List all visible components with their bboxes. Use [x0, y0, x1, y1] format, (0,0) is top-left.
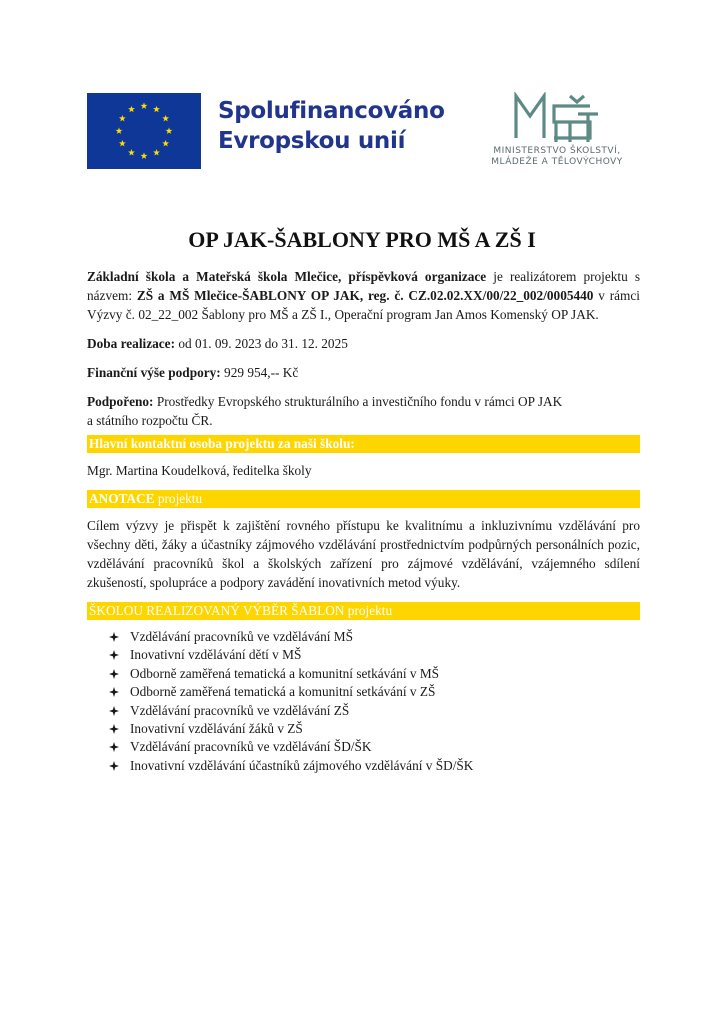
- anotace-heading-rest: projektu: [154, 491, 203, 506]
- eu-stars-icon: [87, 93, 201, 169]
- anotace-heading-bold: ANOTACE: [89, 491, 155, 506]
- sablony-heading-text: ŠKOLOU REALIZOVANÝ VÝBĚR ŠABLON projektu: [89, 603, 393, 618]
- financni-label: Finanční výše podpory:: [87, 365, 221, 380]
- anotace-text: Cílem výzvy je přispět k zajištění rovného přístupu ke kvalitnímu a inkluzivnímu vzdělávání pro všechny děti, žáky a účastníky zájmového vzdělávání prostřednictvím podpůrných personálních pozic, vzdělávání pracovníků škol a školských zařízení pro zájmové vzdělávání, vzájemného sdílení zkušeností, spolupráce a podpory zavádění inovativních metod výuky.: [87, 518, 640, 590]
- eu-star-icon: [119, 115, 126, 122]
- msmt-line-1: MINISTERSTVO ŠKOLSTVÍ,: [493, 146, 621, 156]
- podporeno-label: Podpořeno:: [87, 394, 154, 409]
- diamond-bullet-icon: [109, 706, 119, 716]
- doba-label: Doba realizace:: [87, 336, 176, 351]
- intro-text-1: je realizátorem projektu s názvem:: [87, 269, 640, 303]
- podporeno-line-1: Prostředky Evropského strukturálního a investičního fondu v rámci OP JAK: [153, 394, 563, 409]
- kontakt-heading: [87, 435, 640, 453]
- diamond-bullet-icon: [109, 724, 119, 734]
- list-item-text: Vzdělávání pracovníků ve vzdělávání ŠD/ŠK: [130, 739, 372, 755]
- list-item-text: Vzdělávání pracovníků ve vzdělávání ZŠ: [130, 702, 350, 718]
- eu-star-icon: [128, 149, 135, 156]
- eu-star-icon: [119, 140, 126, 147]
- financni-vyse: [87, 363, 640, 382]
- financni-value: 929 954,-- Kč: [220, 365, 299, 380]
- eu-star-icon: [141, 102, 148, 109]
- kontakt-person: Mgr. Martina Koudelková, ředitelka školy: [87, 463, 312, 478]
- eu-star-icon: [116, 127, 123, 134]
- list-item-text: Inovativní vzdělávání účastníků zájmového vzdělávání v ŠD/ŠK: [130, 757, 474, 773]
- organization-name: Základní škola a Mateřská škola Mlečice, příspěvková organizace: [87, 269, 487, 284]
- intro-paragraph: [87, 267, 640, 324]
- podporeno: [87, 392, 640, 430]
- diamond-bullet-icon: [109, 669, 119, 679]
- list-item: [87, 628, 640, 646]
- msmt-line-2: MLÁDEŽE A TĚLOVÝCHOVY: [491, 157, 623, 167]
- sablony-heading: [87, 602, 640, 620]
- eu-star-icon: [128, 106, 135, 113]
- page-title: OP JAK-ŠABLONY PRO MŠ A ZŠ I: [188, 227, 536, 252]
- list-item-text: Odborně zaměřená tematická a komunitní setkávání v ZŠ: [130, 684, 436, 700]
- doba-value: od 01. 09. 2023 do 31. 12. 2025: [175, 336, 348, 351]
- podporeno-line-2: a státního rozpočtu ČR.: [87, 413, 213, 428]
- list-item: [87, 646, 640, 664]
- list-item: [87, 738, 640, 756]
- list-item-text: Inovativní vzdělávání dětí v MŠ: [130, 647, 302, 663]
- eu-star-icon: [162, 140, 169, 147]
- list-item: [87, 720, 640, 738]
- diamond-bullet-icon: [109, 687, 119, 697]
- eu-line-2: Evropskou unií: [218, 128, 406, 154]
- list-item-text: Odborně zaměřená tematická a komunitní setkávání v MŠ: [130, 665, 440, 681]
- list-item: [87, 665, 640, 683]
- project-name: ZŠ a MŠ Mlečice-ŠABLONY OP JAK, reg. č. CZ.02.02.XX/00/22_002/0005440: [136, 288, 594, 303]
- eu-line-1: Spolufinancováno: [218, 98, 445, 124]
- eu-star-icon: [162, 115, 169, 122]
- list-item: [87, 702, 640, 720]
- eu-star-icon: [141, 152, 148, 159]
- eu-cofunding-text: [218, 96, 445, 156]
- eu-star-icon: [153, 149, 160, 156]
- diamond-bullet-icon: [109, 650, 119, 660]
- intro-text-2: v rámci Výzvy č. 02_22_002 Šablony pro MŠ a ZŠ I., Operační program Jan Amos Komenský OP JAK.: [87, 288, 640, 322]
- main-content: [87, 267, 640, 775]
- kontakt-heading-text: Hlavní kontaktní osoba projektu za naši školu:: [89, 436, 355, 451]
- msmt-name: [472, 146, 642, 168]
- eu-star-icon: [153, 106, 160, 113]
- doba-realizace: [87, 334, 640, 353]
- eu-star-icon: [166, 127, 173, 134]
- list-item-text: Inovativní vzdělávání žáků v ZŠ: [130, 721, 303, 737]
- diamond-bullet-icon: [109, 761, 119, 771]
- diamond-bullet-icon: [109, 742, 119, 752]
- sablony-list: [87, 628, 640, 775]
- list-item-text: Vzdělávání pracovníků ve vzdělávání MŠ: [130, 629, 354, 644]
- list-item: [87, 683, 640, 701]
- list-item: [87, 757, 640, 775]
- diamond-bullet-icon: [109, 632, 119, 642]
- eu-flag-logo: [87, 93, 201, 169]
- anotace-heading: [87, 490, 640, 508]
